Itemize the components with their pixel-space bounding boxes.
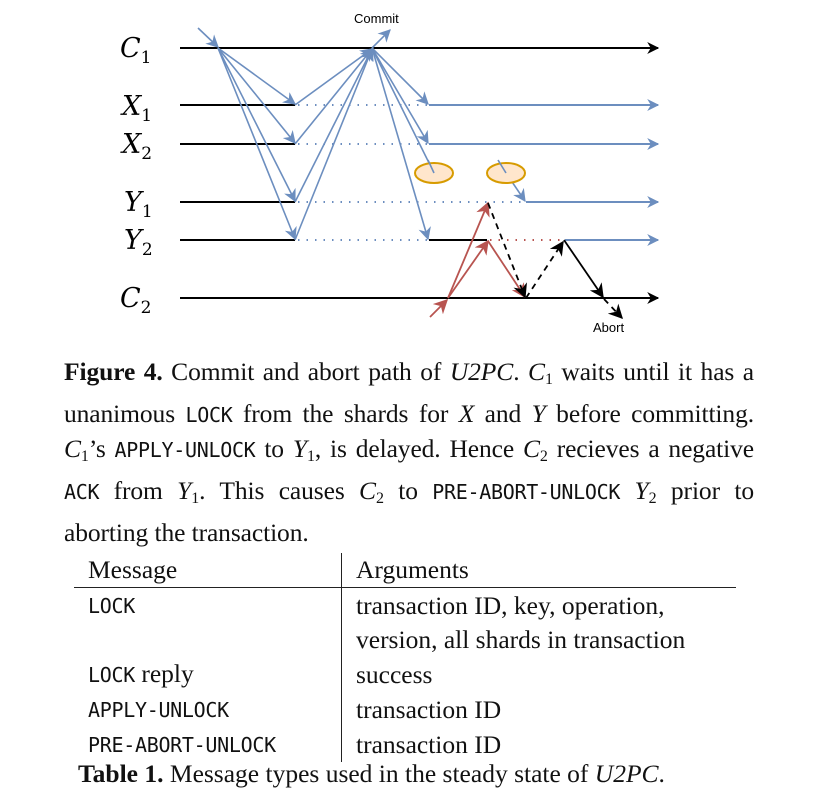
- table-row: LOCK transaction ID, key, operation,: [74, 588, 736, 624]
- lane-labels: [120, 33, 153, 318]
- figure-label: Figure 4.: [64, 357, 163, 386]
- abort-label: Abort: [593, 320, 625, 335]
- header-message: Message: [74, 553, 342, 588]
- table-row: APPLY-UNLOCK transaction ID: [74, 692, 736, 727]
- commit-label: Commit: [354, 11, 399, 26]
- lane-label-x2: $X_2$: [122, 129, 153, 164]
- lane-label-c1: $C_1$: [120, 33, 152, 68]
- lane-label-y2: $Y_2$: [124, 225, 153, 260]
- table-row: version, all shards in transaction: [74, 623, 736, 657]
- sequence-diagram: [0, 0, 829, 345]
- lane-label-x1: $X_1$: [122, 91, 153, 126]
- lane-label-y1: $Y_1$: [124, 187, 153, 222]
- table-header-row: [74, 553, 736, 588]
- header-arguments: Arguments: [356, 555, 469, 584]
- table-row: LOCK reply success: [74, 657, 736, 692]
- table-caption: Table 1. Message types used in the steady state of U2PC.: [78, 759, 665, 788]
- table-row: PRE-ABORT-UNLOCK transaction ID: [74, 727, 736, 762]
- lane-label-c2: $C_2$: [120, 283, 152, 318]
- figure-caption: Figure 4. Commit and abort path of U2PC. C1 waits until it has a unanimous LOCK from the shards for X and Y before committing. C1’s APPLY-UNLOCK to Y1, is delayed. Hence C2 recieves a negative ACK from Y1. This causes C2 to PRE-ABORT-UNLOCK Y2 prior to aborting the transaction.: [64, 357, 754, 547]
- message-types-table: [74, 553, 736, 762]
- commit-path: [198, 28, 525, 240]
- abort-path: [430, 203, 622, 318]
